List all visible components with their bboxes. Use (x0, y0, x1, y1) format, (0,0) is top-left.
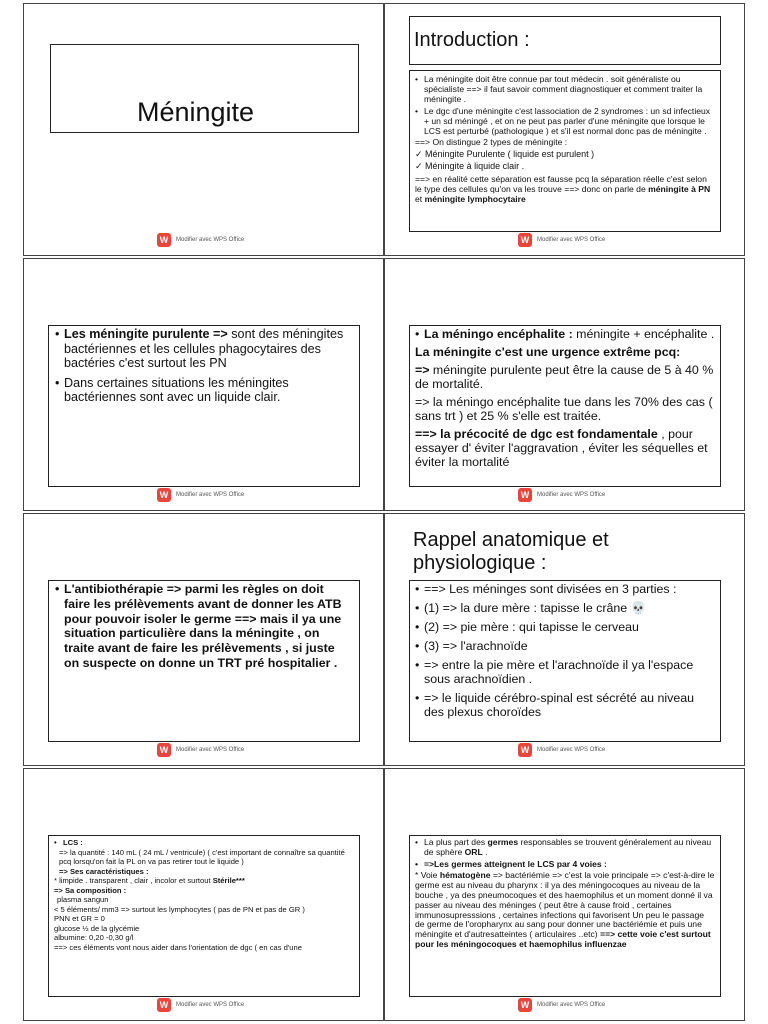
bullet-text: • Le dgc d'une méningite c'est lassociation de 2 syndromes : un sd infectieux + un sd méningé , et on ne peut pas parler d'une méningite que lorsque le LCS est perturbé (pathologique ) et s'il est normal donc pas de méningite . (415, 106, 715, 136)
text-line: albumine: 0,20 -0,30 g/l (54, 933, 134, 942)
bullet-text: • La plus part des germes responsables se trouvent généralement au niveau de sphère ORL . (415, 838, 715, 858)
text-line: La méningite c'est une urgence extrême pcq: (415, 345, 681, 359)
wps-watermark (518, 743, 605, 757)
bullet-text: • La méningite doit être connue par tout médecin . soit généraliste ou spécialiste ==> il faut savoir comment diagnostiquer et comment traiter la méningite . (415, 74, 715, 104)
text-line: < 5 éléments/ mm3 => surtout les lymphocytes ( pas de PN et pas de GR ) (54, 904, 305, 914)
wps-watermark (518, 488, 605, 502)
wps-watermark-text: Modifier avec WPS Office (537, 1002, 606, 1008)
bullet-text: • (3) => l'arachnoïde (415, 639, 715, 653)
wps-watermark (518, 998, 605, 1012)
wps-logo-icon: W (157, 743, 171, 757)
wps-watermark-text: Modifier avec WPS Office (537, 237, 606, 243)
wps-logo-icon: W (157, 488, 171, 502)
text-line: ==> la précocité de dgc est fondamentale , pour essayer d' éviter l'aggravation , éviter les séquelles et éviter la mortalité (415, 427, 708, 469)
text-line: => Sa composition : (54, 885, 127, 895)
slide-6 (384, 513, 745, 766)
wps-watermark (518, 233, 605, 247)
text-line: glucose ½ de la glycémie (54, 923, 140, 933)
bullet-text: • (2) => pie mère : qui tapisse le cerveau (415, 620, 715, 634)
text-line: ==> en réalité cette séparation est fausse pcq la séparation réelle c'est selon le type des cellules qu'on va les trouve ==> donc on parle de méningite à PN et méningite lymphocytaire (415, 174, 711, 204)
slide-title: Introduction : (414, 29, 530, 51)
bullet-text: • L'antibiothérapie => parmi les règles on doit faire les prélèvements avant de donner les ATB pour pouvoir isoler le germe ==> mais il ya une situation particulière dans la méningite , on traite avant de faire les prélèvements , si juste on suspecte on donne un TRT pré hospitalier . (55, 582, 353, 671)
text-line: ==> On distingue 2 types de méningite : (415, 137, 568, 147)
content-box (48, 835, 360, 997)
wps-logo-icon: W (518, 998, 532, 1012)
check-item: ✓ Méningite Purulente ( liquide est purulent ) (415, 149, 595, 159)
content-box (409, 580, 721, 742)
check-icon: ✓ (415, 161, 426, 171)
bullet-text: • =>Les germes atteignent le LCS par 4 voies : (415, 860, 715, 870)
wps-watermark-text: Modifier avec WPS Office (176, 492, 245, 498)
wps-watermark-text: Modifier avec WPS Office (176, 747, 245, 753)
text-line: * limpide . transparent , clair , incolor et surtout Stérile*** (54, 876, 245, 885)
check-item: ✓ Méningite à liquide clair . (415, 161, 525, 171)
bullet-text: • => entre la pie mère et l'arachnoïde il ya l'espace sous arachnoïdien . (415, 658, 715, 686)
content-box (409, 835, 721, 997)
slide-7 (23, 768, 384, 1021)
slide-2 (384, 3, 745, 256)
text-line: => méningite purulente peut être la cause de 5 à 40 % de mortalité. (415, 363, 714, 391)
bullet-text: • (1) => la dure mère : tapisse le crâne 💀 (415, 601, 715, 615)
text-line: => la quantité : 140 mL ( 24 mL / ventricule) ( c'est important de connaître sa quantité pcq lorsqu'on fait la PL on va pas retirer tout le liquide ) (59, 847, 345, 866)
wps-logo-icon: W (518, 743, 532, 757)
wps-watermark (157, 488, 244, 502)
slide-3 (23, 258, 384, 511)
wps-watermark-text: Modifier avec WPS Office (537, 492, 606, 498)
bullet-text: • => le liquide cérébro-spinal est sécrété au niveau des plexus choroïdes (415, 691, 715, 719)
text-line: plasma sangun (57, 895, 109, 904)
content-box (409, 325, 721, 487)
content-box (48, 580, 360, 742)
text-line: => Ses caractéristiques : (59, 866, 149, 876)
bullet-text: • ==> Les méninges sont divisées en 3 parties : (415, 582, 715, 596)
wps-watermark (157, 233, 244, 247)
wps-watermark (157, 998, 244, 1012)
slide-title: Rappel anatomique et physiologique : (413, 529, 609, 574)
text-line: • LCS : (54, 838, 354, 848)
wps-watermark-text: Modifier avec WPS Office (176, 1002, 245, 1008)
wps-logo-icon: W (518, 488, 532, 502)
wps-logo-icon: W (157, 998, 171, 1012)
text-line: * Voie hématogène => bactériémie => c'est la voie principale => c'est-à-dire le germe est au niveau du pharynx : il ya des méningocoques au niveau de la bouche , ya des pneumocoques et des haemophilus et un moment donné il va passer au niveau des méninges ( peut être à cause froid , certaines immunosupresssions , certaines infections qui favorisent Un peu le passage de germe de l'oropharynx au sang pour donner une bactériémie et puis une méningite et d'autresatteintes ( articulaires ..etc) ==> cette voie c'est surtout pour les méningocoques et haemophilus influenzae (415, 870, 715, 949)
slide-8 (384, 768, 745, 1021)
wps-watermark-text: Modifier avec WPS Office (537, 747, 606, 753)
content-box (48, 325, 360, 487)
text-line: => la méningo encéphalite tue dans les 70% des cas ( sans trt ) et 25 % s'elle est traitée. (415, 395, 713, 423)
content-box (409, 70, 721, 232)
wps-watermark (157, 743, 244, 757)
wps-logo-icon: W (518, 233, 532, 247)
slide-5 (23, 513, 384, 766)
bullet-text: • Dans certaines situations les méningites bactériennes sont avec un liquide clair. (55, 376, 353, 405)
slide-1 (23, 3, 384, 256)
text-line: ==> ces éléments vont nous aider dans l'orientation de dgc ( en cas d'une (54, 942, 302, 952)
wps-watermark-text: Modifier avec WPS Office (176, 237, 245, 243)
check-icon: ✓ (415, 149, 426, 159)
slide-title: Méningite (137, 97, 255, 127)
bullet-text: • Les méningite purulente => sont des méningites bactériennes et les cellules phagocytaires des bactéries c'est surtout les PN (55, 327, 353, 371)
bullet-text: • La méningo encéphalite : méningite + encéphalite . (415, 327, 715, 341)
wps-logo-icon: W (157, 233, 171, 247)
slide-4 (384, 258, 745, 511)
text-line: PNN et GR = 0 (54, 914, 105, 923)
